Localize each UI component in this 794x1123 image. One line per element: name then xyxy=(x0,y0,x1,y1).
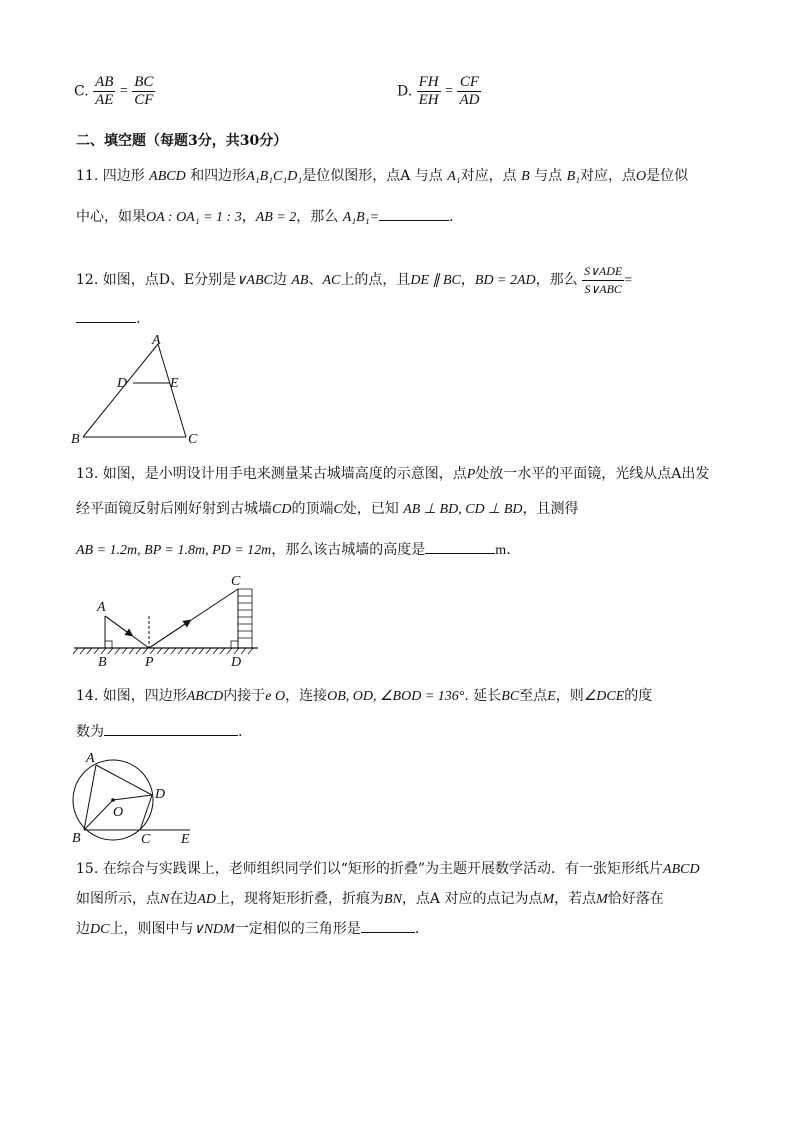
equals-sign: = xyxy=(119,83,128,99)
point-label-p: P xyxy=(145,655,154,670)
math: AB = 1.2m, BP = 1.8m, PD = 12m xyxy=(76,543,272,558)
math: ∨NDM xyxy=(193,922,235,937)
math: OB, OD, ∠BOD = 136° xyxy=(327,689,465,704)
text: 边 xyxy=(76,921,90,937)
wall-bricks xyxy=(238,589,252,648)
ray-arrow-1 xyxy=(105,616,130,634)
text: 边 xyxy=(272,272,287,288)
question-number: 14. xyxy=(76,688,99,704)
point-label-a: A xyxy=(97,600,106,615)
segment-ad xyxy=(96,765,152,795)
math: ABCD xyxy=(149,169,186,184)
point-label-b: B xyxy=(72,831,81,846)
text: ，那么 xyxy=(296,209,339,225)
text: ，连接 xyxy=(285,688,328,704)
math: BN xyxy=(384,892,402,907)
math: N xyxy=(160,892,170,907)
right-angle-d xyxy=(231,641,238,648)
math: BC xyxy=(501,689,520,704)
text: 四边形 xyxy=(102,168,145,184)
text: ，且测得 xyxy=(522,501,579,517)
point-label-a: A xyxy=(86,751,95,766)
text: 一定相似的三角形是 xyxy=(234,921,361,937)
math: B xyxy=(521,169,530,184)
q13-line1 xyxy=(76,465,709,484)
q13-line3 xyxy=(76,541,511,560)
text: 上，则图中与 xyxy=(109,921,194,937)
q14-circle-figure xyxy=(66,750,200,846)
math: ABCD xyxy=(663,862,700,877)
option-c-label: C. xyxy=(74,83,89,100)
math: DE ∥ BC xyxy=(410,273,461,288)
option-c-lhs xyxy=(93,74,115,109)
equals-sign: = xyxy=(624,273,633,288)
text: ， xyxy=(241,209,256,225)
text: ，则 xyxy=(555,688,584,704)
text: . xyxy=(449,209,454,225)
question-number: 15. xyxy=(76,861,99,877)
fraction-numerator: AB xyxy=(95,74,114,90)
q11-line2 xyxy=(76,208,453,227)
text: ，那么 xyxy=(535,272,578,288)
unit: m xyxy=(495,543,507,558)
text: 与点 xyxy=(534,168,563,184)
math: A₁B₁C₁D₁ xyxy=(246,169,303,184)
q14-line1 xyxy=(76,687,652,706)
text: 上的点，且 xyxy=(340,272,411,288)
math: AB ⊥ BD, CD ⊥ BD xyxy=(403,502,523,517)
fraction-numerator: CF xyxy=(457,74,481,92)
text: 是位似图形，点A 与点 xyxy=(302,168,443,184)
text: 恰好落在 xyxy=(607,891,664,907)
text: 如图所示，点 xyxy=(76,891,160,907)
fraction-denominator: AE xyxy=(95,92,114,108)
math: ABCD xyxy=(186,689,224,704)
text: 上，现将矩形折叠，折痕为 xyxy=(216,891,385,907)
text: . xyxy=(238,724,243,740)
answer-blank[interactable] xyxy=(379,208,449,221)
section-heading: 二、填空题（每题3分，共30分） xyxy=(76,133,288,149)
option-d xyxy=(397,74,481,114)
text: 处放一水平的平面镜，光线从点A出发 xyxy=(475,466,710,482)
text: 是位似 xyxy=(646,168,689,184)
math: AD xyxy=(197,892,217,907)
q13-line2 xyxy=(76,500,579,519)
q15-line2 xyxy=(76,890,664,909)
math: P xyxy=(466,467,476,482)
answer-blank[interactable] xyxy=(104,723,238,736)
point-label-b: B xyxy=(98,655,107,670)
option-d-lhs xyxy=(417,74,441,109)
fraction-numerator: FH xyxy=(418,74,439,90)
text: 、 xyxy=(308,272,323,288)
segment-dc xyxy=(140,795,152,830)
point-label-o: O xyxy=(113,805,124,820)
point-label-c: C xyxy=(141,832,151,846)
fraction-denominator: AD xyxy=(459,92,480,108)
text: 中心，如果 xyxy=(76,209,146,225)
text: 如图，四边形 xyxy=(102,688,187,704)
option-d-rhs xyxy=(457,74,481,109)
fraction-denominator: EH xyxy=(418,92,439,108)
text: 对应，点 xyxy=(580,168,636,184)
point-label-a: A xyxy=(152,333,161,348)
point-label-d: D xyxy=(231,655,242,670)
text: . xyxy=(506,542,511,558)
right-angle-b xyxy=(105,641,112,648)
q11-line1 xyxy=(76,167,688,186)
math: CD xyxy=(272,502,292,517)
option-c xyxy=(74,74,155,114)
math: C xyxy=(333,502,343,517)
q12-fraction xyxy=(582,263,624,298)
answer-blank[interactable] xyxy=(76,310,136,323)
math: M xyxy=(596,892,608,907)
point-label-e: E xyxy=(170,376,179,391)
text: . 延长 xyxy=(464,688,502,704)
ray-arrow-2 xyxy=(149,622,188,648)
point-label-c: C xyxy=(188,432,198,447)
fraction-numerator: S∨ADE xyxy=(582,263,624,281)
q13-mirror-figure xyxy=(68,572,264,670)
math: DC xyxy=(90,922,110,937)
segment-ab xyxy=(84,765,96,830)
fraction-numerator: BC xyxy=(134,74,154,90)
fraction-denominator: S∨ABC xyxy=(584,281,622,296)
point-label-d: D xyxy=(117,376,128,391)
q12-line1 xyxy=(76,260,632,301)
equals-sign: = xyxy=(445,83,453,99)
fraction-denominator: CF xyxy=(134,92,154,108)
q12-line2 xyxy=(76,310,140,328)
text: 的顶端 xyxy=(291,501,334,517)
math: A₁ xyxy=(447,169,461,184)
math: E xyxy=(547,689,556,704)
question-number: 13. xyxy=(76,466,99,482)
text: 经平面镜反射后刚好射到古城墙 xyxy=(76,501,272,517)
point-label-d: D xyxy=(155,787,166,802)
text: . xyxy=(414,921,420,937)
text: 至点 xyxy=(519,688,548,704)
question-number: 11. xyxy=(76,168,99,184)
text: . xyxy=(136,311,141,327)
text: 处，已知 xyxy=(342,501,399,517)
math: ∠DCE xyxy=(583,689,625,704)
answer-blank[interactable] xyxy=(361,920,415,933)
math: BD = 2AD xyxy=(474,273,536,288)
segment-od xyxy=(113,795,152,800)
text: 数为 xyxy=(76,724,104,740)
math: O xyxy=(636,169,647,184)
point-label-c: C xyxy=(231,574,241,589)
text: 内接于 xyxy=(223,688,266,704)
text: ，点A 对应的点记为点 xyxy=(401,891,543,907)
text: 在边 xyxy=(169,891,198,907)
option-d-label: D. xyxy=(397,83,413,100)
q12-triangle-figure xyxy=(66,332,216,448)
answer-blank[interactable] xyxy=(425,541,495,554)
point-label-e: E xyxy=(181,832,190,846)
option-c-rhs xyxy=(132,74,155,109)
center-point xyxy=(111,798,115,802)
math: OA : OA₁ = 1 : 3 xyxy=(146,210,242,225)
q14-line2 xyxy=(76,723,242,741)
text: 和四边形 xyxy=(190,168,247,184)
math: A₁B₁= xyxy=(342,210,380,225)
math: AC xyxy=(322,273,341,288)
q15-line3 xyxy=(76,920,419,939)
point-label-b: B xyxy=(71,432,80,447)
q15-line1 xyxy=(76,860,700,879)
text: ，若点 xyxy=(554,891,597,907)
text: 如图，是小明设计用手电来测量某古城墙高度的示意图，点 xyxy=(102,466,467,482)
math: AB xyxy=(291,273,309,288)
text: 如图，点D、E分别是 xyxy=(102,272,237,288)
text: 对应，点 xyxy=(460,168,517,184)
ground-hatch xyxy=(73,648,253,654)
math: M xyxy=(542,892,555,907)
text: ， xyxy=(460,272,475,288)
text: 的度 xyxy=(624,688,653,704)
math: AB = 2 xyxy=(255,210,297,225)
text: ，那么该古城墙的高度是 xyxy=(271,542,426,558)
math: e O xyxy=(265,689,286,704)
question-number: 12. xyxy=(76,272,99,288)
math: B₁ xyxy=(566,169,580,184)
text: 在综合与实践课上，老师组织同学们以“矩形的折叠”为主题开展数学活动．有一张矩形纸片 xyxy=(102,861,664,877)
math: ∨ABC xyxy=(236,273,273,288)
